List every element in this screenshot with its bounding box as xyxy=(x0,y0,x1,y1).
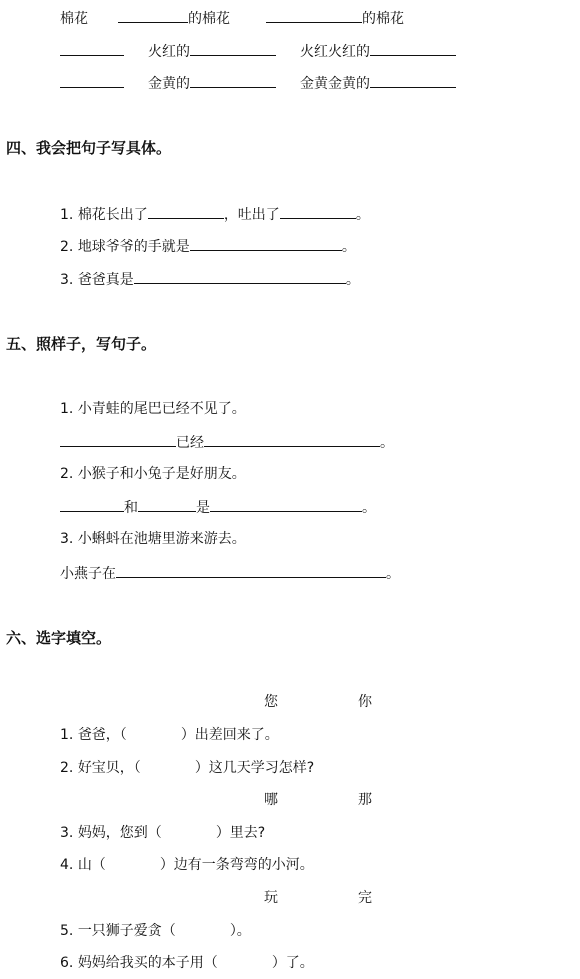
question-text: 小青蛙的尾巴已经不见了。 xyxy=(77,401,246,417)
sentence-text: ）这几天学习怎样? xyxy=(194,760,315,776)
word-row-2 xyxy=(60,41,456,61)
blank-field[interactable] xyxy=(60,432,176,447)
word-prefix: 火红的 xyxy=(148,44,190,60)
question-number: 2. xyxy=(60,466,74,482)
question-text: 小蝌蚪在池塘里游来游去。 xyxy=(77,531,246,547)
question-line xyxy=(60,465,246,483)
sentence-text: 山（ xyxy=(77,857,106,873)
question-number: 3. xyxy=(60,825,74,841)
answer-text: 小燕子在 xyxy=(60,566,116,582)
word-suffix: 的棉花 xyxy=(362,11,404,27)
sentence-text: 好宝贝，（ xyxy=(77,760,141,776)
question-number: 3. xyxy=(60,531,74,547)
blank-field[interactable] xyxy=(116,563,386,578)
question-text: 小猴子和小兔子是好朋友。 xyxy=(77,466,246,482)
fill-sentence xyxy=(60,954,314,972)
blank-field[interactable] xyxy=(190,41,276,56)
blank-field[interactable] xyxy=(148,204,224,219)
sentence-text: ）边有一条弯弯的小河。 xyxy=(159,857,314,873)
answer-line xyxy=(60,497,376,517)
word-choice: 完 xyxy=(358,890,372,906)
word-choice: 您 xyxy=(264,694,278,710)
word-row-3 xyxy=(60,73,456,93)
word-choice: 你 xyxy=(358,694,372,710)
blank-field[interactable] xyxy=(370,41,456,56)
word-choice: 哪 xyxy=(264,792,278,808)
blank-field[interactable] xyxy=(266,8,362,23)
punctuation: 。 xyxy=(386,566,400,582)
blank-field[interactable] xyxy=(210,497,362,512)
punctuation: 。 xyxy=(355,207,370,223)
section-heading: 六、选字填空。 xyxy=(6,629,112,647)
blank-field[interactable] xyxy=(190,236,342,251)
sentence-text: 妈妈，您到（ xyxy=(77,825,162,841)
question-number: 6. xyxy=(60,955,74,971)
question-number: 1. xyxy=(60,207,74,223)
question-text: ，吐出了 xyxy=(223,207,280,223)
word-prefix: 金黄的 xyxy=(148,76,190,92)
blank-field[interactable] xyxy=(118,8,188,23)
question-number: 5. xyxy=(60,923,74,939)
answer-line xyxy=(60,432,394,452)
blank-field[interactable] xyxy=(280,204,356,219)
question-number: 2. xyxy=(60,239,74,255)
fill-sentence xyxy=(60,922,251,940)
section-heading: 四、我会把句子写具体。 xyxy=(6,139,172,157)
word-prefix: 金黄金黄的 xyxy=(300,76,370,92)
sentence-text: ）里去? xyxy=(215,825,266,841)
fill-sentence xyxy=(60,759,314,777)
question-text: 爸爸真是 xyxy=(77,272,134,288)
sentence-text: 一只狮子爱贪（ xyxy=(77,923,176,939)
question-line xyxy=(60,236,356,256)
punctuation: 。 xyxy=(362,500,376,516)
blank-field[interactable] xyxy=(60,73,124,88)
blank-field[interactable] xyxy=(370,73,456,88)
sentence-text: 妈妈给我买的本子用（ xyxy=(77,955,218,971)
punctuation: 。 xyxy=(345,272,360,288)
question-line xyxy=(60,269,360,289)
blank-field[interactable] xyxy=(60,41,124,56)
question-number: 1. xyxy=(60,727,74,743)
answer-line xyxy=(60,563,400,583)
blank-field[interactable] xyxy=(204,432,380,447)
punctuation: 。 xyxy=(380,435,394,451)
question-line xyxy=(60,204,370,224)
word-suffix: 的棉花 xyxy=(188,11,230,27)
punctuation: 。 xyxy=(341,239,356,255)
blank-field[interactable] xyxy=(60,497,124,512)
question-number: 3. xyxy=(60,272,74,288)
question-number: 4. xyxy=(60,857,74,873)
fill-sentence xyxy=(60,824,265,842)
question-text: 地球爷爷的手就是 xyxy=(77,239,190,255)
answer-text: 已经 xyxy=(176,435,204,451)
word-row-1 xyxy=(60,8,404,28)
blank-field[interactable] xyxy=(190,73,276,88)
blank-field[interactable] xyxy=(134,269,346,284)
question-line xyxy=(60,530,246,548)
section-heading: 五、照样子，写句子。 xyxy=(6,335,157,353)
answer-text: 和 xyxy=(124,500,138,516)
word-cotton: 棉花 xyxy=(60,11,88,27)
sentence-text: 爸爸，（ xyxy=(77,727,127,743)
question-line xyxy=(60,400,246,418)
question-number: 2. xyxy=(60,760,74,776)
blank-field[interactable] xyxy=(138,497,196,512)
fill-sentence xyxy=(60,726,279,744)
word-prefix: 火红火红的 xyxy=(300,44,370,60)
sentence-text: ）了。 xyxy=(271,955,314,971)
answer-text: 是 xyxy=(196,500,210,516)
fill-sentence xyxy=(60,856,314,874)
sentence-text: ）出差回来了。 xyxy=(180,727,279,743)
word-choice: 那 xyxy=(358,792,372,808)
question-text: 棉花长出了 xyxy=(77,207,148,223)
question-number: 1. xyxy=(60,401,74,417)
sentence-text: ）。 xyxy=(229,923,251,939)
word-choice: 玩 xyxy=(264,890,278,906)
